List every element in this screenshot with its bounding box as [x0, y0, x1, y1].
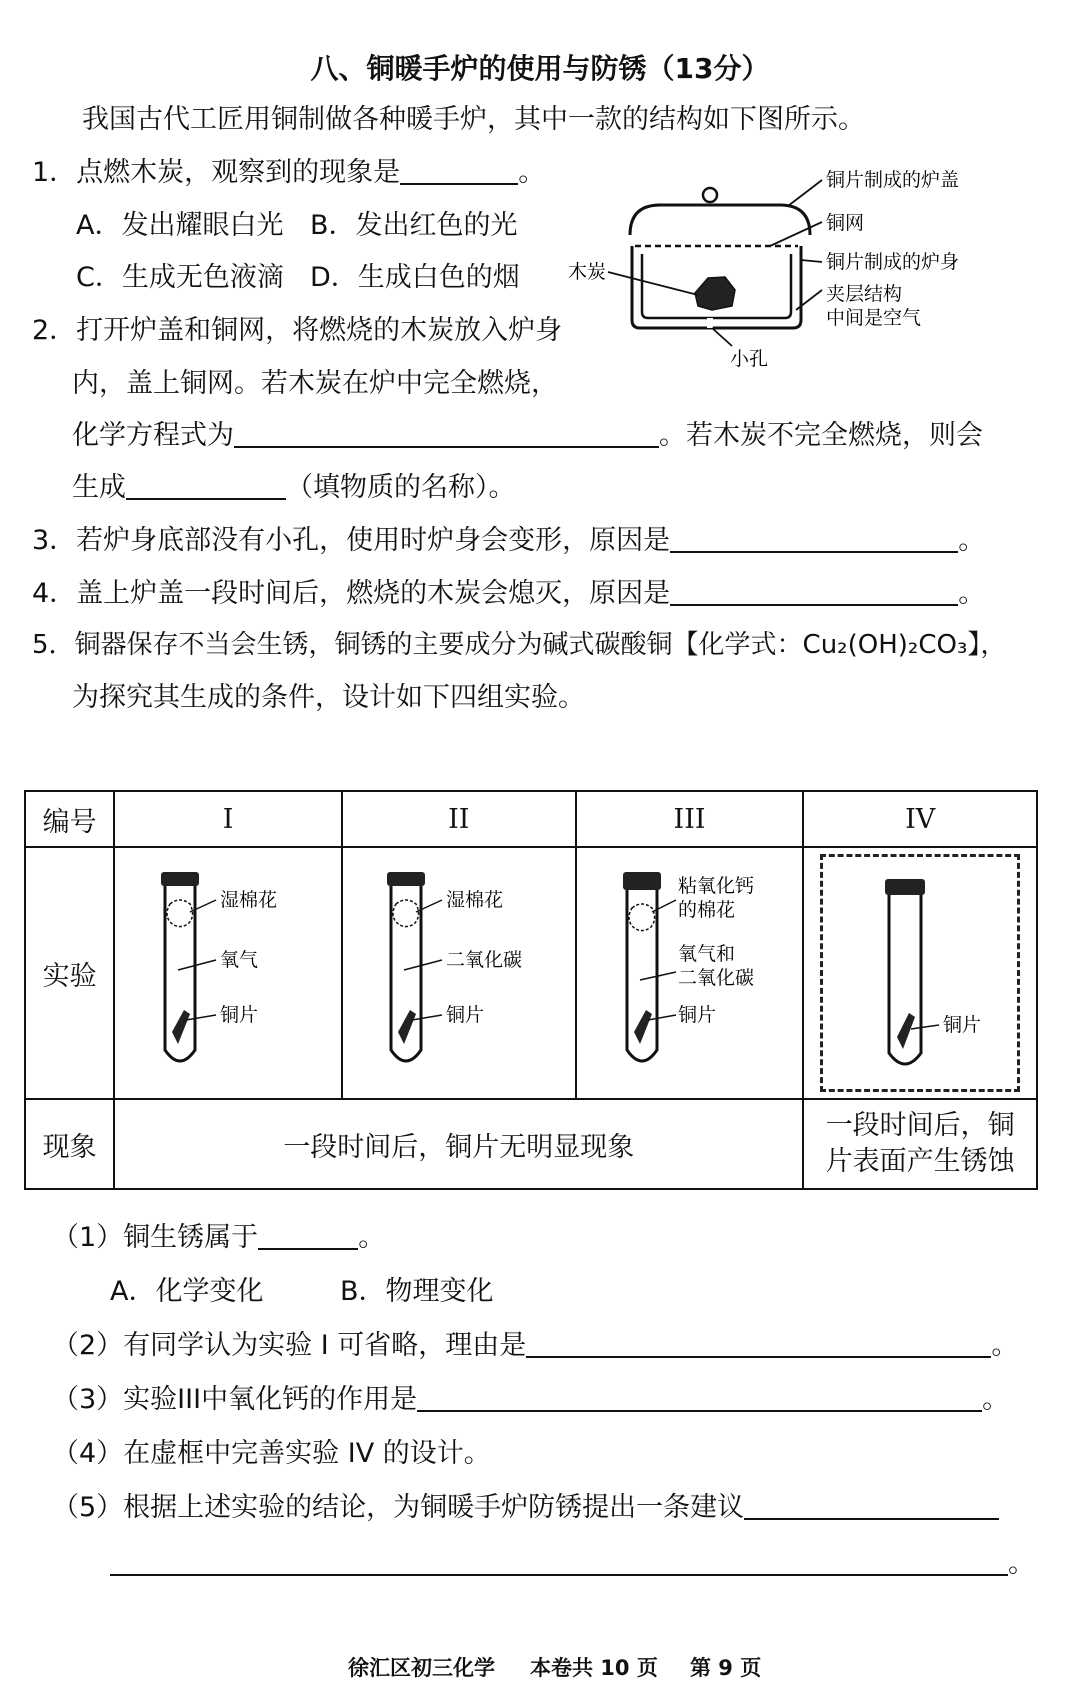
row-label-experiment: 实验 — [25, 847, 114, 1099]
intro-text: 我国古代工匠用铜制做各种暖手炉，其中一款的结构如下图所示。 — [82, 104, 865, 135]
leader-hole — [712, 328, 732, 346]
leader — [911, 1025, 939, 1029]
test-tube-2 — [354, 860, 564, 1080]
q3 — [32, 525, 985, 557]
table-row-header — [25, 791, 1037, 847]
sub1 — [52, 1222, 385, 1254]
header-col-1: I — [114, 791, 342, 847]
observation-123: 一段时间后，铜片无明显现象 — [114, 1099, 803, 1189]
q1-stem-text: 1．点燃木炭，观察到的现象是 — [32, 157, 401, 188]
q5-line2: 为探究其生成的条件，设计如下四组实验。 — [72, 682, 585, 713]
leader-mesh — [770, 222, 822, 246]
leader-charcoal — [608, 272, 698, 295]
sub1-text: （1）铜生锈属于 — [52, 1222, 259, 1253]
charcoal-piece — [695, 277, 735, 310]
sub3-text: （3）实验III中氧化钙的作用是 — [52, 1384, 418, 1415]
header-col-4: IV — [803, 791, 1037, 847]
cotton-icon — [167, 900, 193, 927]
sub1-option-b: B．物理变化 — [340, 1276, 494, 1307]
section-title: 八、铜暖手炉的使用与防锈（13分） — [310, 52, 770, 85]
test-tube-1 — [128, 860, 328, 1080]
lid-shape — [630, 205, 810, 235]
q2-substance-blank[interactable] — [126, 472, 286, 500]
sub3 — [52, 1384, 1009, 1416]
sub5-answer-blank-1[interactable] — [744, 1492, 999, 1520]
lid-knob — [703, 188, 717, 202]
q2-line4 — [72, 472, 516, 504]
leader — [186, 1015, 216, 1020]
stopper-icon — [885, 879, 925, 895]
hand-warmer-diagram — [560, 160, 1000, 375]
label-copper: 铜片 — [943, 1014, 982, 1036]
header-col-2: II — [342, 791, 576, 847]
copper-sheet-icon — [634, 1010, 652, 1044]
leader-body — [801, 260, 822, 262]
footer-page: 第 9 页 — [690, 1656, 762, 1680]
q2-line3 — [72, 420, 983, 452]
leader — [648, 1015, 676, 1020]
q5-line1: 5．铜器保存不当会生锈，铜锈的主要成分为碱式碳酸铜【化学式：Cu₂(OH)₂CO₃】， — [32, 630, 1007, 660]
q2-equation-blank[interactable] — [234, 420, 659, 448]
q3-end: 。 — [958, 525, 986, 556]
sub2-answer-blank[interactable] — [526, 1330, 991, 1358]
q1-stem-end: 。 — [518, 157, 546, 188]
leader-lid — [788, 180, 822, 206]
copper-sheet-icon — [398, 1010, 416, 1044]
sub1-answer-blank[interactable] — [258, 1222, 358, 1250]
sub1-end: 。 — [358, 1222, 386, 1253]
copper-sheet-icon — [172, 1010, 190, 1044]
q1-stem — [32, 157, 545, 189]
test-tube-4 — [823, 857, 1017, 1089]
q4-end: 。 — [958, 578, 986, 609]
sub5 — [52, 1492, 999, 1524]
table-row-observation — [25, 1099, 1037, 1189]
leader — [404, 960, 442, 970]
q1-option-b: B．发出红色的光 — [310, 210, 518, 241]
row-label-observation: 现象 — [25, 1099, 114, 1189]
leader — [412, 1015, 442, 1020]
dashed-design-box[interactable] — [820, 854, 1020, 1092]
label-co2: 二氧化碳 — [445, 948, 522, 971]
label-mesh: 铜网 — [826, 212, 865, 234]
q1-option-a: A．发出耀眼白光 — [76, 210, 284, 241]
q2-line3-a: 化学方程式为 — [72, 420, 234, 451]
q3-answer-blank[interactable] — [670, 525, 958, 553]
exp-cell-3 — [576, 847, 804, 1099]
footer-total: 本卷共 10 页 — [530, 1656, 658, 1680]
exp-cell-2 — [342, 847, 576, 1099]
label-wall-2: 中间是空气 — [826, 307, 922, 329]
sub5-end: 。 — [1008, 1548, 1035, 1579]
q2-line2: 内，盖上铜网。若木炭在炉中完全燃烧， — [72, 368, 558, 399]
observation-4 — [803, 1099, 1037, 1189]
test-tube-3 — [590, 860, 790, 1080]
q4-text: 4．盖上炉盖一段时间后，燃烧的木炭会熄灭，原因是 — [32, 578, 671, 609]
sub5-answer-blank-2[interactable] — [110, 1548, 1008, 1576]
exp-cell-4 — [803, 847, 1037, 1099]
table-row-experiment — [25, 847, 1037, 1099]
experiment-table — [24, 790, 1038, 1190]
cotton-icon — [629, 904, 655, 931]
cotton-icon — [393, 900, 419, 927]
stopper-icon — [161, 872, 199, 886]
label-wet-cotton: 湿棉花 — [220, 888, 278, 911]
sub4: （4）在虚框中完善实验 IV 的设计。 — [52, 1438, 491, 1469]
sub2-end: 。 — [991, 1330, 1019, 1361]
observation-4-line1: 一段时间后，铜 — [825, 1109, 1015, 1141]
label-lid: 铜片制成的炉盖 — [826, 169, 960, 191]
label-cao-cotton-2: 的棉花 — [677, 898, 735, 921]
stopper-icon — [623, 872, 661, 890]
q1-answer-blank[interactable] — [400, 157, 518, 185]
q1-option-d: D．生成白色的烟 — [310, 262, 520, 293]
q2-line4-b: （填物质的名称）。 — [286, 472, 516, 503]
q2-line1: 2．打开炉盖和铜网，将燃烧的木炭放入炉身 — [32, 315, 563, 346]
label-oxygen: 氧气 — [220, 948, 259, 971]
sub5-continuation — [110, 1548, 1035, 1580]
label-copper: 铜片 — [220, 1003, 259, 1026]
sub3-end: 。 — [982, 1384, 1010, 1415]
exp-cell-1 — [114, 847, 342, 1099]
label-o2-co2-1: 氧气和 — [677, 942, 735, 965]
label-o2-co2-2: 二氧化碳 — [677, 966, 754, 989]
sub3-answer-blank[interactable] — [417, 1384, 982, 1412]
label-copper: 铜片 — [445, 1003, 484, 1026]
q4 — [32, 578, 985, 610]
header-number: 编号 — [25, 791, 114, 847]
label-copper: 铜片 — [677, 1003, 716, 1026]
label-body: 铜片制成的炉身 — [826, 251, 960, 273]
leader — [178, 960, 216, 970]
observation-4-line2: 片表面产生锈蚀 — [825, 1146, 1015, 1177]
sub1-option-a: A．化学变化 — [110, 1276, 264, 1307]
footer-school: 徐汇区初三化学 — [348, 1656, 495, 1680]
label-hole: 小孔 — [730, 348, 769, 370]
sub5-text: （5）根据上述实验的结论，为铜暖手炉防锈提出一条建议 — [52, 1492, 745, 1523]
q1-option-c: C．生成无色液滴 — [76, 262, 284, 293]
label-cao-cotton-1: 粘氧化钙 — [677, 874, 754, 897]
sub2-text: （2）有同学认为实验 I 可省略，理由是 — [52, 1330, 527, 1361]
q2-line3-b: 。若木炭不完全燃烧，则会 — [659, 420, 983, 451]
label-wet-cotton: 湿棉花 — [445, 888, 503, 911]
stopper-icon — [387, 872, 425, 886]
copper-sheet-icon — [897, 1013, 915, 1049]
label-charcoal: 木炭 — [568, 261, 607, 283]
sub2 — [52, 1330, 1018, 1362]
header-col-3: III — [576, 791, 804, 847]
q4-answer-blank[interactable] — [670, 578, 958, 606]
label-wall-1: 夹层结构 — [826, 283, 903, 305]
q2-line4-a: 生成 — [72, 472, 126, 503]
q3-text: 3．若炉身底部没有小孔，使用时炉身会变形，原因是 — [32, 525, 671, 556]
